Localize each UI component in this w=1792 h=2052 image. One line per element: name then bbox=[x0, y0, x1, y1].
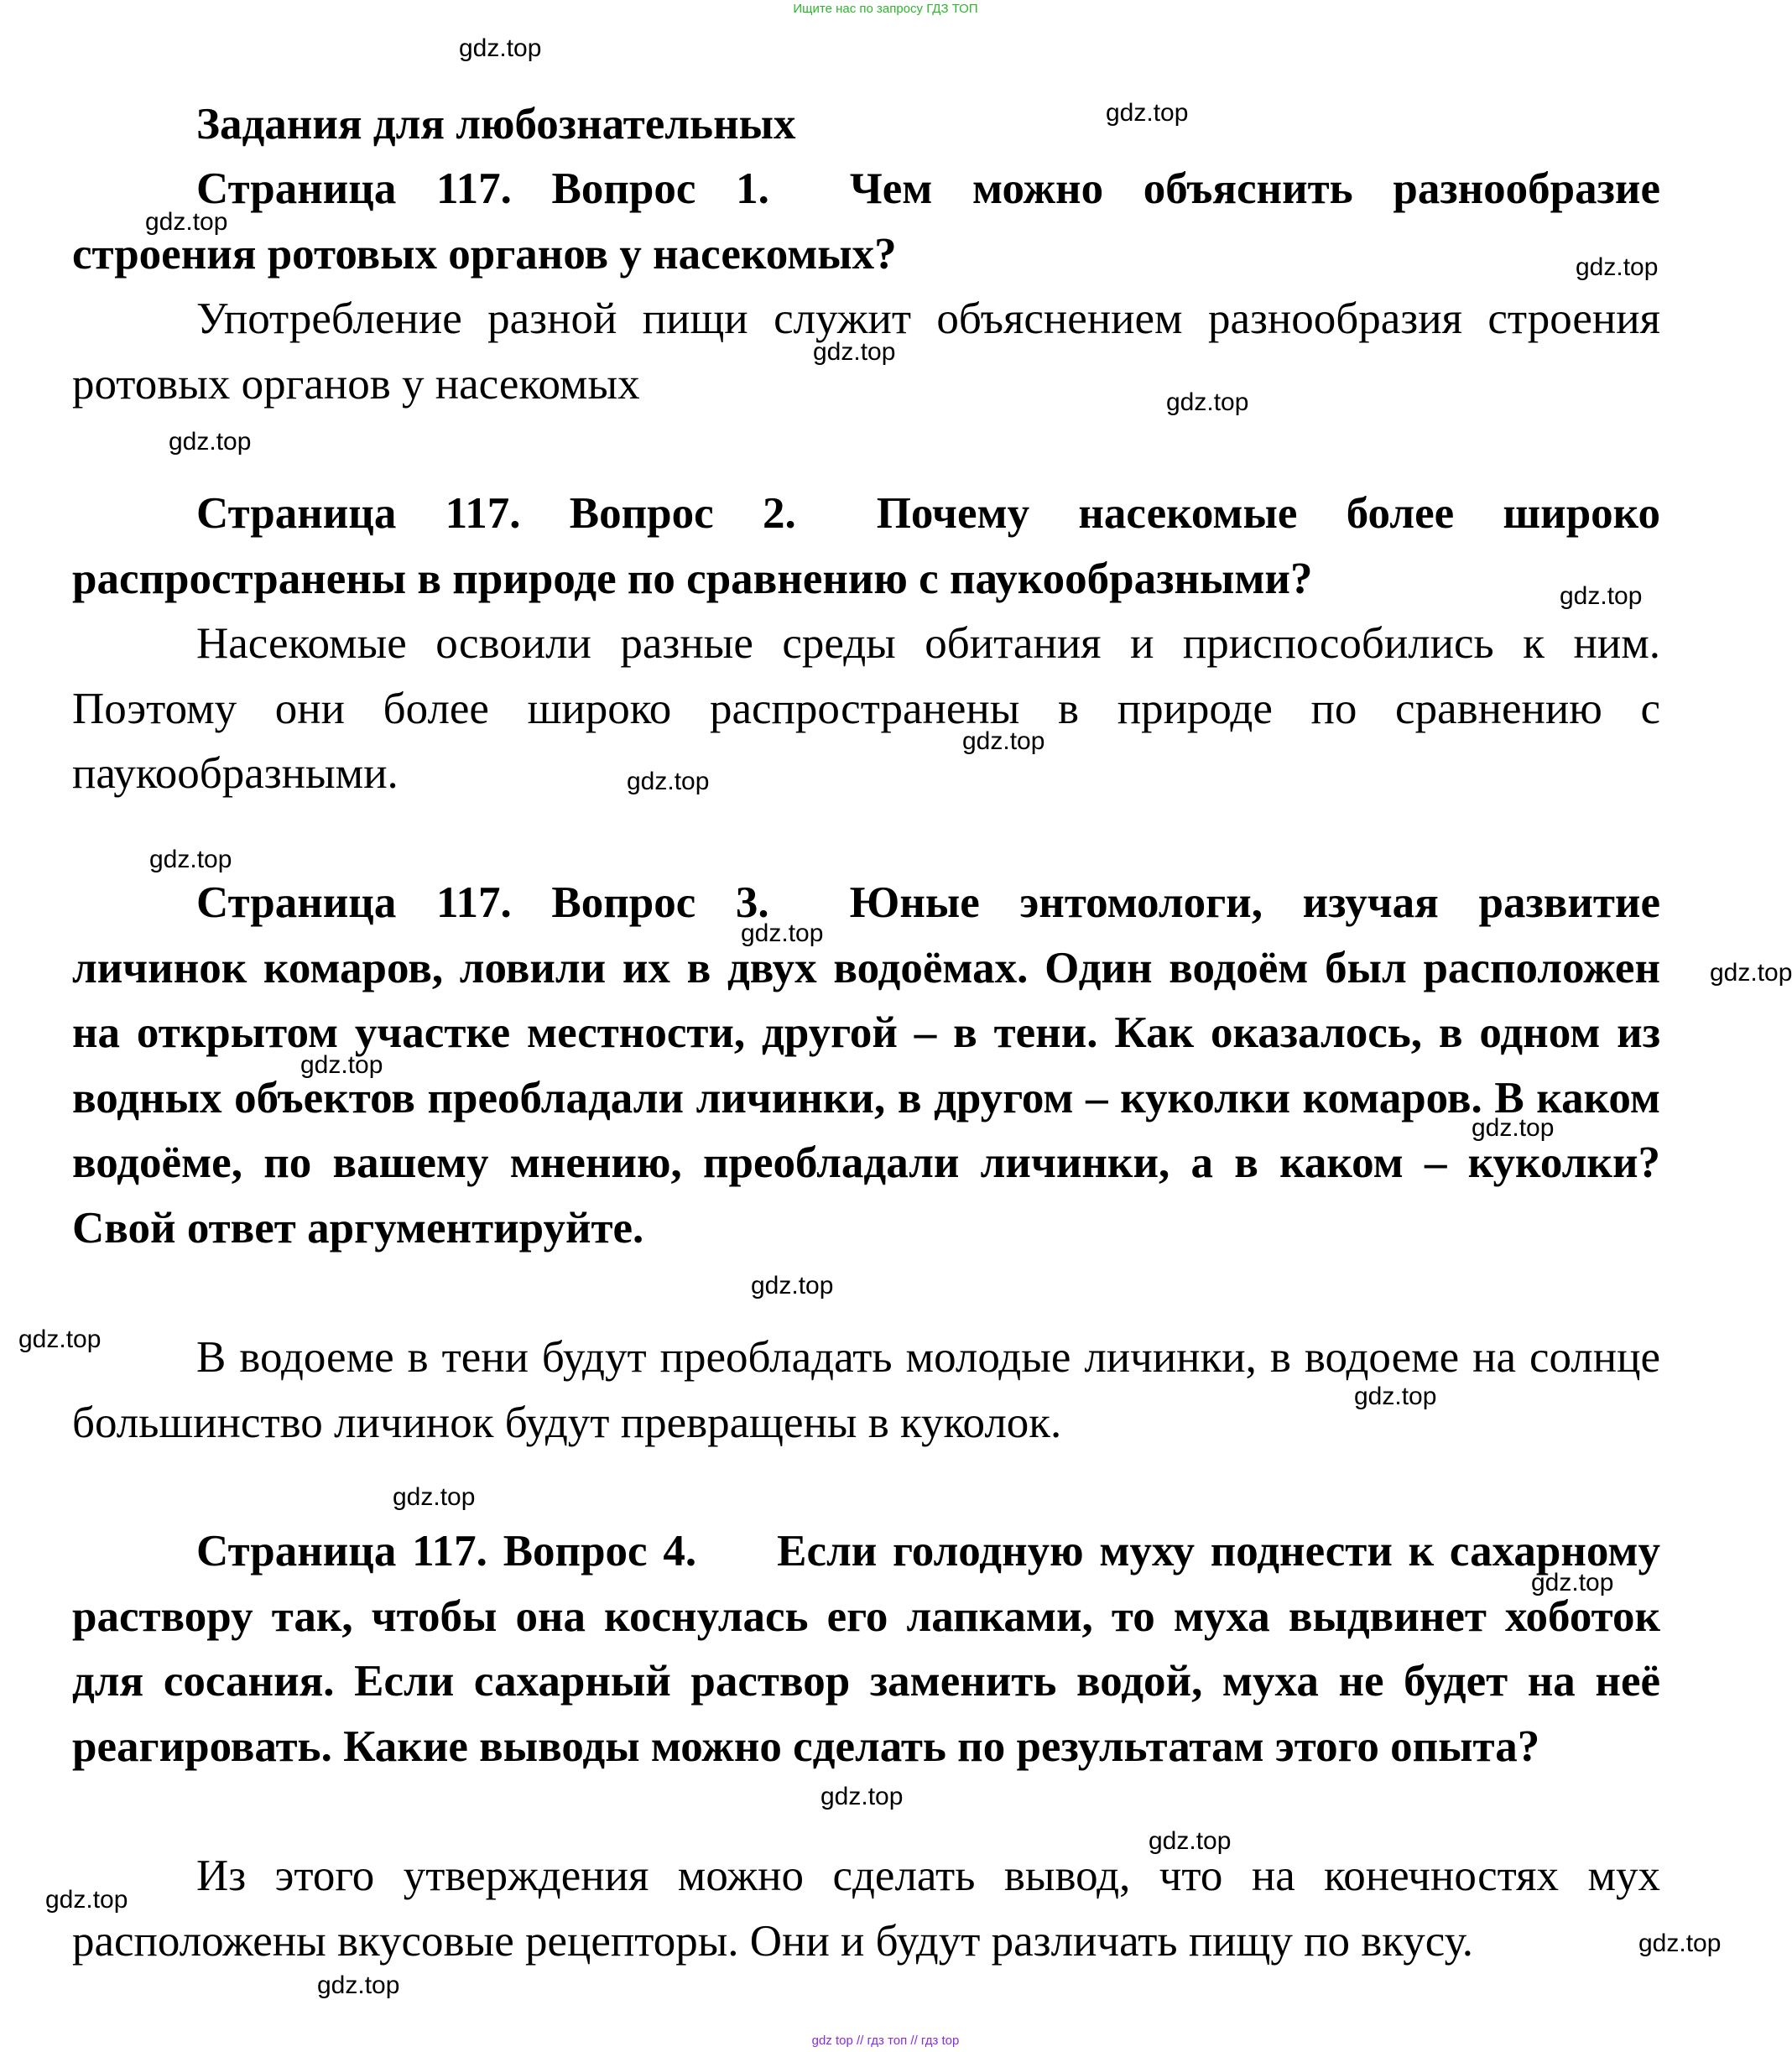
watermark: gdz.top bbox=[962, 727, 1045, 755]
watermark: gdz.top bbox=[627, 768, 710, 795]
watermark: gdz.top bbox=[1166, 388, 1249, 416]
question-4-label: Страница 117. Вопрос 4. bbox=[196, 1527, 697, 1575]
watermark: gdz.top bbox=[393, 1483, 476, 1511]
search-banner: Ищите нас по запросу ГДЗ ТОП bbox=[793, 2, 978, 16]
watermark: gdz.top bbox=[145, 208, 228, 236]
question-2-text: Почему насекомые более широко распространены в природе по сравнению с паукообразными? bbox=[72, 489, 1661, 603]
watermark: gdz.top bbox=[813, 338, 896, 366]
watermark: gdz.top bbox=[1638, 1930, 1722, 1957]
answer-1: Употребление разной пищи служит объяснением разнообразия строения ротовых органов у насекомых bbox=[72, 294, 1660, 409]
question-1-block bbox=[72, 157, 1660, 287]
watermark: gdz.top bbox=[317, 1971, 400, 1999]
watermark: gdz.top bbox=[1106, 99, 1189, 127]
watermark: gdz.top bbox=[18, 1325, 102, 1353]
watermark: gdz.top bbox=[459, 34, 542, 62]
question-3-label: Страница 117. Вопрос 3. bbox=[196, 878, 769, 927]
watermark: gdz.top bbox=[1149, 1827, 1232, 1855]
watermark: gdz.top bbox=[1576, 253, 1659, 281]
question-1-text: Чем можно объяснить разнообразие строения ротовых органов у насекомых? bbox=[72, 164, 1660, 279]
watermark: gdz.top bbox=[1710, 959, 1792, 987]
question-2-block bbox=[72, 482, 1660, 612]
watermark: gdz.top bbox=[45, 1886, 128, 1914]
answer-3: В водоеме в тени будут преобладать молодые личинки, в водоеме на солнце большинство личинок будут превращены в куколок. bbox=[72, 1333, 1660, 1447]
watermark: gdz.top bbox=[169, 428, 252, 456]
question-1-label: Страница 117. Вопрос 1. bbox=[196, 164, 769, 213]
watermark: gdz.top bbox=[1354, 1383, 1437, 1410]
footer-watermark: gdz top // гдз топ // гдз top bbox=[811, 2034, 960, 2048]
watermark: gdz.top bbox=[741, 919, 824, 947]
question-4-text: Если голодную муху поднести к сахарному раствору так, чтобы она коснулась его лапками, то муха выдвинет хоботок для сосания. Если сахарный раствор заменить водой, муха не будет на неё реагировать. Какие выводы можно сделать по результатам этого опыта? bbox=[72, 1527, 1660, 1771]
watermark: gdz.top bbox=[751, 1272, 834, 1299]
watermark: gdz.top bbox=[1531, 1569, 1614, 1596]
question-4-block bbox=[72, 1519, 1660, 1779]
answer-4: Из этого утверждения можно сделать вывод, что на конечностях мух расположены вкусовые рецепторы. Они и будут различать пищу по вкусу. bbox=[72, 1851, 1660, 1966]
answer-2: Насекомые освоили разные среды обитания и приспособились к ним. Поэтому они более широко распространены в природе по сравнению с паукообразными. bbox=[72, 619, 1660, 798]
watermark: gdz.top bbox=[1472, 1114, 1555, 1142]
watermark: gdz.top bbox=[1560, 582, 1643, 610]
question-3-text: Юные энтомологи, изучая развитие личинок комаров, ловили их в двух водоёмах. Один водоём был расположен на открытом участке местности, другой – в тени. Как оказалось, в одном из водных объектов преобладали личинки, в другом – куколки комаров. В каком водоёме, по вашему мнению, преобладали личинки, а в каком – куколки? Свой ответ аргументируйте. bbox=[72, 878, 1660, 1253]
watermark: gdz.top bbox=[149, 846, 232, 873]
question-2-label: Страница 117. Вопрос 2. bbox=[196, 489, 796, 538]
watermark: gdz.top bbox=[300, 1051, 383, 1079]
watermark: gdz.top bbox=[820, 1783, 904, 1810]
section-title: Задания для любознательных bbox=[196, 100, 796, 148]
